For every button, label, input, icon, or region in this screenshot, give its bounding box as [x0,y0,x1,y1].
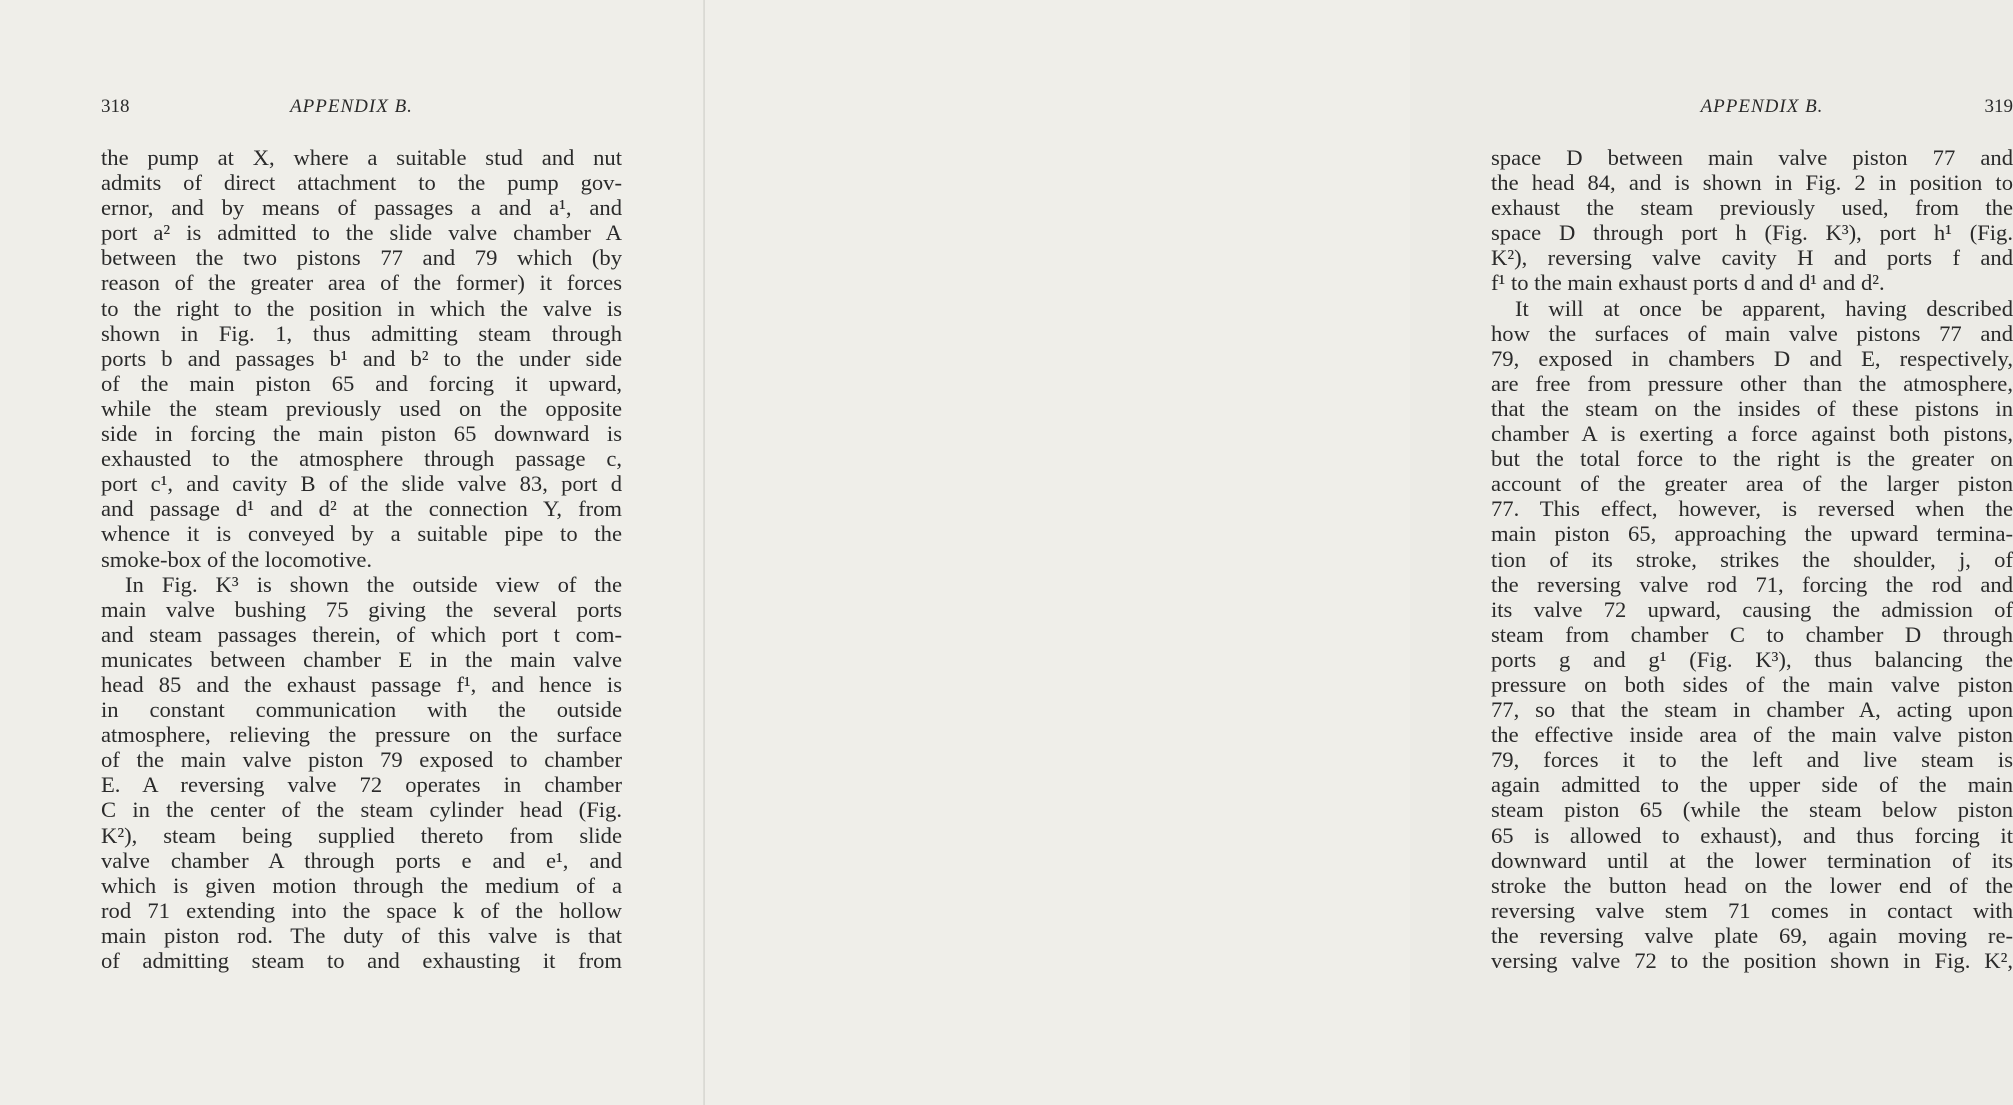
text-line: account of the greater area of the larger piston [1491,471,2013,497]
text-line: head 85 and the exhaust passage f¹, and hence is [101,671,622,697]
text-line: the pump at X, where a suitable stud and nut [101,145,622,170]
text-line: C in the center of the steam cylinder head (Fig. [101,797,622,823]
text-line: the effective inside area of the main valve piston [1491,722,2013,748]
text-line: E. A reversing valve 72 operates in chamber [101,772,622,798]
text-line: main valve bushing 75 giving the several ports [101,596,622,622]
text-line: the head 84, and is shown in Fig. 2 in position to [1491,170,2013,196]
text-line: smoke-box of the locomotive. [101,546,373,572]
text-line: port c¹, and cavity B of the slide valve 83, port d [101,471,622,497]
text-line: to the right to the position in which the valve is [101,295,622,321]
text-line: valve chamber A through ports e and e¹, and [101,847,622,873]
text-line: side in forcing the main piston 65 downward is [101,421,622,447]
text-line: exhausted to the atmosphere through passage c, [101,446,622,472]
text-line: f¹ to the main exhaust ports d and d¹ and d². [1491,270,1885,296]
text-line: but the total force to the right is the greater on [1491,446,2013,472]
left-running-head: APPENDIX B. [290,96,413,117]
text-line: stroke the button head on the lower end of the [1491,872,2013,898]
text-line: exhaust the steam previously used, from the [1491,195,2013,221]
text-line: space D through port h (Fig. K³), port h¹ (Fig. [1491,220,2013,246]
text-line: tion of its stroke, strikes the shoulder, j, of [1491,546,2013,572]
text-line: downward until at the lower termination of its [1491,847,2013,873]
left-page-number: 318 [101,96,130,117]
text-line: and steam passages therein, of which port t com- [101,621,622,647]
text-line: how the surfaces of main valve pistons 77 and [1491,320,2013,346]
text-line: K²), reversing valve cavity H and ports f and [1491,245,2013,271]
right-page-body [1491,145,2013,973]
text-line: while the steam previously used on the opposite [101,395,622,421]
right-running-head: APPENDIX B. [1700,96,1824,117]
text-line: in constant communication with the outside [101,697,622,723]
text-line: port a² is admitted to the slide valve chamber A [101,220,622,246]
text-line: whence it is conveyed by a suitable pipe to the [101,521,622,547]
text-line: admits of direct attachment to the pump gov- [101,170,622,196]
text-line: ports g and g¹ (Fig. K³), thus balancing the [1491,646,2013,672]
text-line: the reversing valve rod 71, forcing the rod and [1491,571,2013,597]
text-line: are free from pressure other than the atmosphere, [1491,370,2013,396]
text-line: its valve 72 upward, causing the admission of [1491,596,2013,622]
text-line: steam piston 65 (while the steam below piston [1491,797,2013,823]
text-line: steam from chamber C to chamber D through [1491,621,2013,647]
text-line: which is given motion through the medium of a [101,872,622,898]
text-line: pressure on both sides of the main valve piston [1491,671,2013,697]
text-line: and passage d¹ and d² at the connection Y, from [101,496,622,522]
text-line: It will at once be apparent, having described [1515,295,2013,321]
right-page-number: 319 [1984,96,2013,117]
text-line: shown in Fig. 1, thus admitting steam through [101,320,622,346]
text-line: again admitted to the upper side of the main [1491,772,2013,798]
text-line: between the two pistons 77 and 79 which (by [101,245,622,271]
left-page-header [101,96,622,122]
text-line: that the steam on the insides of these pistons in [1491,395,2013,421]
text-line: rod 71 extending into the space k of the hollow [101,897,622,923]
left-page-body [101,145,622,973]
text-line: K²), steam being supplied thereto from slide [101,822,622,848]
text-line: ernor, and by means of passages a and a¹, and [101,195,622,221]
left-page [0,0,705,1105]
text-line: 79, exposed in chambers D and E, respectively, [1491,345,2013,371]
text-line: In Fig. K³ is shown the outside view of the [125,571,622,597]
text-line: of the main valve piston 79 exposed to chamber [101,747,622,773]
text-line: 65 is allowed to exhaust), and thus forcing it [1491,822,2013,848]
text-line: 77, so that the steam in chamber A, acting upon [1491,697,2013,723]
text-line: versing valve 72 to the position shown in Fig. K², [1491,948,2013,973]
text-line: main piston 65, approaching the upward termina- [1491,521,2013,547]
text-line: 79, forces it to the left and live steam is [1491,747,2013,773]
text-line: of admitting steam to and exhausting it from [101,948,622,973]
text-line: main piston rod. The duty of this valve is that [101,922,622,948]
text-line: atmosphere, relieving the pressure on the surface [101,722,622,748]
text-line: space D between main valve piston 77 and [1491,145,2013,170]
right-page [705,0,2013,1105]
text-line: reversing valve stem 71 comes in contact with [1491,897,2013,923]
text-line: municates between chamber E in the main valve [101,646,622,672]
text-line: 77. This effect, however, is reversed when the [1491,496,2013,522]
text-line: ports b and passages b¹ and b² to the under side [101,345,622,371]
text-line: the reversing valve plate 69, again moving re- [1491,922,2013,948]
right-page-header [1491,96,2013,122]
text-line: of the main piston 65 and forcing it upward, [101,370,622,396]
text-line: chamber A is exerting a force against both pistons, [1491,421,2013,447]
text-line: reason of the greater area of the former) it forces [101,270,622,296]
